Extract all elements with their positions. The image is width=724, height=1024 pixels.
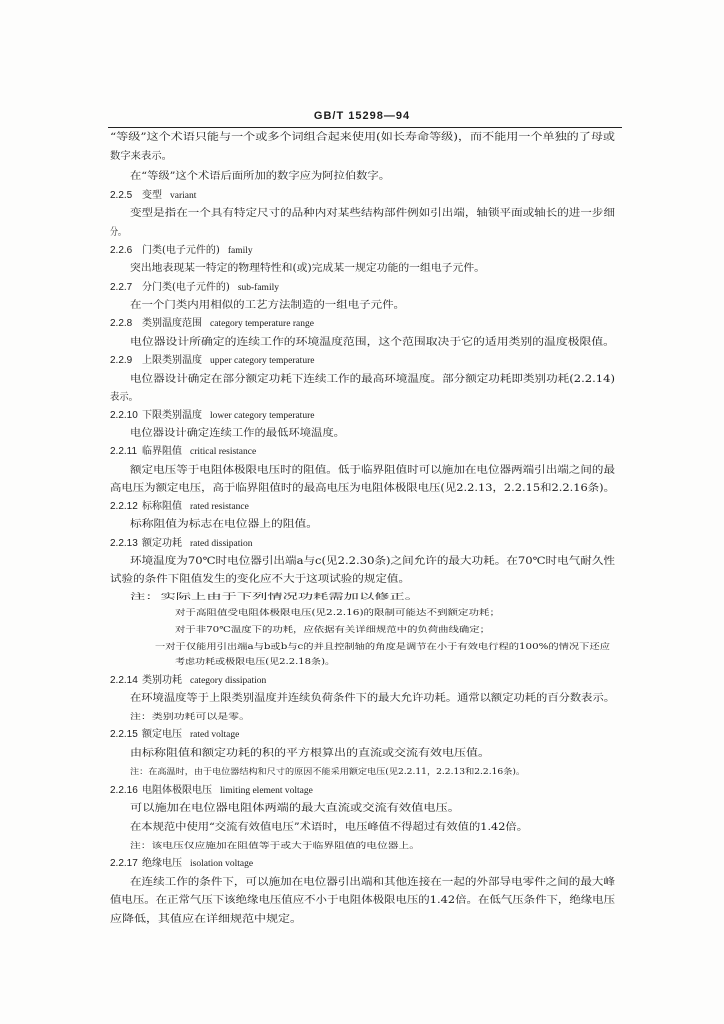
text-line: 在一个门类内用相似的工艺方法制造的一组电子元件。 <box>130 300 405 311</box>
section-title-en: category dissipation <box>190 676 267 686</box>
section-heading <box>110 857 253 871</box>
section-heading <box>110 409 314 423</box>
text-line: 分。 <box>110 227 126 238</box>
text-line: 数字来表示。 <box>110 151 172 162</box>
section-heading <box>110 317 314 331</box>
note-line: 注：在高温时，由于电位器结构和尺寸的原因不能采用额定电压(见2.2.11，2.2.13和2.2.16条)。 <box>130 767 525 776</box>
section-title-en: lower category temperature <box>210 411 315 421</box>
section-title-zh: 上限类别温度 <box>142 355 202 366</box>
section-title-en: category temperature range <box>210 319 314 329</box>
text-line: 可以施加在电位器电阻体两端的最大直流或交流有效值电压。 <box>130 803 460 814</box>
text-line: 标称阻值为标志在电位器上的阻值。 <box>130 519 318 530</box>
note-line: 注：实际上由于下列情况功耗需加以修正。 <box>130 592 420 601</box>
section-heading <box>110 500 249 514</box>
text-line: 在环境温度等于上限类别温度并连续负荷条件下的最大允许功耗。通常以额定功耗的百分数表示。 <box>130 693 615 704</box>
section-title-zh: 额定功耗 <box>142 538 182 549</box>
section-title-en: rated dissipation <box>190 539 253 549</box>
text-line: 由标称阻值和额定功耗的积的平方根算出的直流或交流有效电压值。 <box>130 748 490 759</box>
note-line: 考虑功耗或极限电压(见2.2.18条)。 <box>175 657 335 666</box>
section-number: 2.2.12 <box>110 501 138 512</box>
text-line: 电位器设计确定连续工作的最低环境温度。 <box>130 428 345 439</box>
section-heading <box>110 674 266 688</box>
section-number: 2.2.17 <box>110 858 138 869</box>
section-heading <box>110 281 279 295</box>
section-title-zh: 标称阻值 <box>142 501 182 512</box>
text-line: 表示。 <box>110 392 138 403</box>
text-line: “等级”这个术语只能与一个或多个词组合起来使用(如长寿命等级)，而不能用一个单独的了母或 <box>110 132 615 143</box>
note-line: 对于高阻值受电阻体极限电压(见2.2.16)的限制可能达不到额定功耗； <box>175 608 500 617</box>
text-line: 额定电压等于电阻体极限电压时的阻值。低于临界阻值时可以施加在电位器两端引出端之间的最 <box>130 465 615 476</box>
section-title-zh: 临界阻值 <box>142 446 182 457</box>
section-title-zh: 下限类别温度 <box>142 410 202 421</box>
section-title-en: family <box>227 246 253 256</box>
header-rule <box>108 127 622 128</box>
section-number: 2.2.11 <box>110 446 138 457</box>
section-number: 2.2.5 <box>110 190 133 201</box>
section-title-en: critical resistance <box>190 447 257 457</box>
section-number: 2.2.8 <box>110 318 133 329</box>
standard-number-header: GB/T 15298—94 <box>313 110 411 122</box>
section-title-zh: 绝缘电压 <box>142 858 182 869</box>
text-line: 电位器设计所确定的连续工作的环境温度范围，这个范围取决于它的适用类别的温度极限值。 <box>130 337 615 348</box>
section-number: 2.2.10 <box>110 410 138 421</box>
section-number: 2.2.6 <box>110 245 133 256</box>
section-title-zh: 类别功耗 <box>142 675 182 686</box>
text-line: 试验的条件下阻值发生的变化应不大于这项试验的规定值。 <box>110 574 410 585</box>
section-title-zh: 分门类(电子元件的) <box>142 282 230 293</box>
section-title-en: sub-family <box>237 283 279 293</box>
text-line: 变型是指在一个具有特定尺寸的品种内对某些结构部件例如引出端，轴锁平面或轴长的进一步细 <box>130 208 615 219</box>
section-number: 2.2.9 <box>110 355 133 366</box>
text-line: 突出地表现某一特定的物理特性和(或)完成某一规定功能的一组电子元件。 <box>130 263 485 274</box>
section-number: 2.2.13 <box>110 538 138 549</box>
note-line: 注：该电压仅应施加在阻值等于或大于临界阻值的电位器上。 <box>130 841 420 850</box>
section-title-en: variant <box>170 191 197 201</box>
text-line: 在“等级”这个术语后面所加的数字应为阿拉伯数字。 <box>130 171 390 182</box>
section-number: 2.2.16 <box>110 785 138 796</box>
section-title-zh: 电阻体极限电压 <box>142 785 212 796</box>
section-title-en: upper category temperature <box>210 356 315 366</box>
section-title-en: limiting element voltage <box>220 786 313 796</box>
section-heading <box>110 244 253 258</box>
section-number: 2.2.14 <box>110 675 138 686</box>
text-line: 在本规范中使用“交流有效值电压”术语时，电压峰值不得超过有效值的1.42倍。 <box>130 822 528 833</box>
section-title-zh: 门类(电子元件的) <box>142 245 220 256</box>
section-title-en: rated voltage <box>190 730 240 740</box>
text-line: 值电压。在正常气压下该绝缘电压值应不小于电阻体极限电压的1.42倍。在低气压条件下，绝缘电压 <box>110 895 615 906</box>
section-heading <box>110 728 239 742</box>
section-title-zh: 额定电压 <box>142 729 182 740</box>
section-heading <box>110 784 313 798</box>
text-line: 高电压为额定电压，高于临界阻值时的最高电压为电阻体极限电压(见2.2.13，2.2.15和2.2.16条)。 <box>110 483 615 494</box>
section-heading <box>110 354 314 368</box>
text-line: 在连续工作的条件下，可以施加在电位器引出端和其他连接在一起的外部导电零件之间的最大峰 <box>130 877 615 888</box>
section-number: 2.2.7 <box>110 282 133 293</box>
section-title-zh: 变型 <box>142 190 162 201</box>
text-line: 电位器设计确定在部分额定功耗下连续工作的最高环境温度。部分额定功耗即类别功耗(2.2.14) <box>130 374 615 385</box>
section-title-en: isolation voltage <box>190 859 254 869</box>
section-title-en: rated resistance <box>190 502 249 512</box>
note-line: 一对于仅能用引出端a与b或b与c的并且控制轴的角度是调节在小于有效电行程的100%的情况下还应 <box>155 642 610 651</box>
note-line: 注：类别功耗可以是零。 <box>130 712 250 721</box>
section-heading <box>110 189 196 203</box>
section-number: 2.2.15 <box>110 729 138 740</box>
text-line: 环境温度为70℃时电位器引出端a与c(见2.2.30条)之间允许的最大功耗。在70℃时电气耐久性 <box>130 556 615 567</box>
section-heading <box>110 445 256 459</box>
section-title-zh: 类别温度范围 <box>142 318 202 329</box>
note-line: 对于非70℃温度下的功耗，应依据有关详细规范中的负荷曲线确定； <box>175 625 490 634</box>
section-heading <box>110 537 253 551</box>
text-line: 应降低，其值应在详细规范中规定。 <box>110 914 302 925</box>
